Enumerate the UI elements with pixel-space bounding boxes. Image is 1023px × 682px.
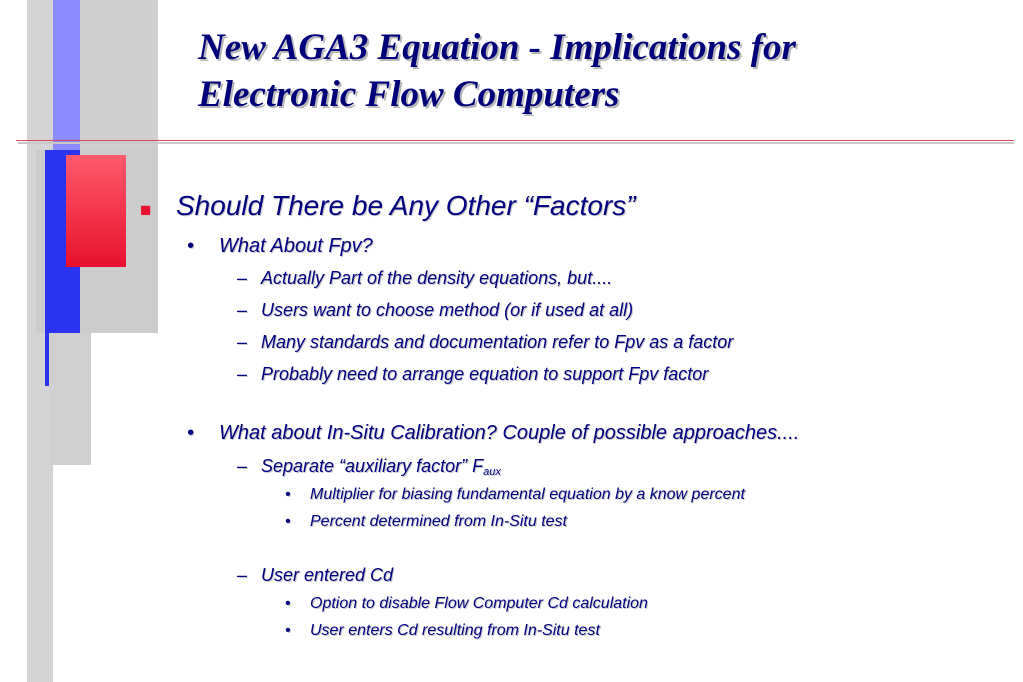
dash-bullet-icon: – <box>237 332 248 352</box>
bullet-fpv: What About Fpv? <box>219 235 373 257</box>
bullet-cd-user-enters: User enters Cd resulting from In-Situ test <box>310 622 600 639</box>
title-rule <box>16 140 1014 141</box>
slide-title-line2: Electronic Flow Computers <box>198 74 620 115</box>
dash-bullet-icon: – <box>237 456 248 476</box>
bullet-fpv-arrange: Probably need to arrange equation to support Fpv factor <box>261 364 709 384</box>
bullet-fpv-standards: Many standards and documentation refer to Fpv as a factor <box>261 332 734 352</box>
dash-bullet-icon: – <box>237 364 248 384</box>
square-bullet-icon: ■ <box>140 200 152 221</box>
dot-bullet-icon: • <box>187 235 195 257</box>
slide-title-line1: New AGA3 Equation - Implications for <box>198 27 796 68</box>
dash-bullet-icon: – <box>237 300 248 320</box>
bullet-aux-percent: Percent determined from In-Situ test <box>310 513 567 530</box>
dash-bullet-icon: – <box>237 268 248 288</box>
title-rule-shadow <box>18 142 1014 144</box>
dot-bullet-icon: • <box>285 595 291 612</box>
bullet-aux-multiplier: Multiplier for biasing fundamental equation by a know percent <box>310 486 745 503</box>
dot-bullet-icon: • <box>285 513 291 530</box>
bullet-fpv-method: Users want to choose method (or if used at all) <box>261 300 634 320</box>
dot-bullet-icon: • <box>187 422 195 444</box>
bullet-aux-factor-text: Separate “auxiliary factor” F <box>261 456 484 476</box>
bullet-fpv-density: Actually Part of the density equations, but.... <box>261 268 613 288</box>
dot-bullet-icon: • <box>285 622 291 639</box>
decor-red-block <box>66 155 126 267</box>
bullet-factors: Should There be Any Other “Factors” <box>176 190 636 221</box>
bullet-aux-factor <box>261 456 501 478</box>
bullet-insitu: What about In-Situ Calibration? Couple of possible approaches.... <box>219 422 800 444</box>
dot-bullet-icon: • <box>285 486 291 503</box>
slide-title <box>198 24 998 118</box>
bullet-aux-factor-subscript: aux <box>483 466 501 478</box>
decor-gray-block-lower <box>49 333 91 465</box>
bullet-user-cd: User entered Cd <box>261 565 394 585</box>
dash-bullet-icon: – <box>237 565 248 585</box>
bullet-cd-disable: Option to disable Flow Computer Cd calculation <box>310 595 648 612</box>
